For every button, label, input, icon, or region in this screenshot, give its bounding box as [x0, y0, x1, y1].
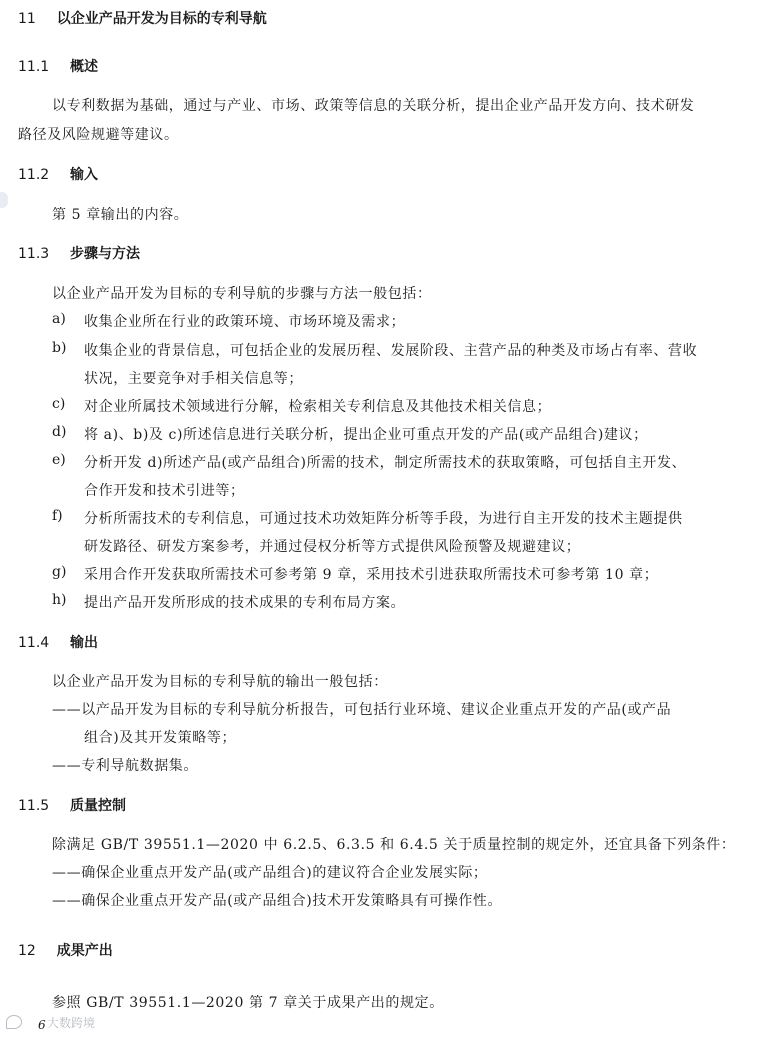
section-title: 步骤与方法 [70, 246, 141, 262]
section-11-1-heading [18, 56, 98, 76]
dash-list-item: ——以产品开发为目标的专利导航分析报告，可包括行业环境、建议企业重点开发的产品(或产品 [52, 702, 672, 718]
section-11-4-heading [18, 632, 98, 652]
list-item: 将 a)、b)及 c)所述信息进行关联分析，提出企业可重点开发的产品(或产品组合)建议； [84, 427, 648, 443]
list-item: 分析所需技术的专利信息，可通过技术功效矩阵分析等手段，为进行自主开发的技术主题提供 [84, 511, 683, 527]
paragraph-line: 路径及风险规避等建议。 [18, 127, 179, 143]
section-number: 11 [18, 11, 36, 27]
list-item: 对企业所属技术领域进行分解，检索相关专利信息及其他技术相关信息； [84, 399, 552, 415]
section-number: 11.2 [18, 167, 50, 183]
paragraph-line: 除满足 GB/T 39551.1—2020 中 6.2.5、6.3.5 和 6.4.5 关于质量控制的规定外，还宜具备下列条件： [52, 837, 736, 853]
section-number: 11.4 [18, 635, 50, 651]
paragraph-line: 以企业产品开发为目标的专利导航的输出一般包括： [52, 674, 388, 690]
list-item-continuation: 研发路径、研发方案参考，并通过侵权分析等方式提供风险预警及规避建议； [84, 539, 581, 555]
list-item: 分析开发 d)所述产品(或产品组合)所需的技术，制定所需技术的获取策略，可包括自主开发、 [84, 455, 687, 471]
section-12-heading [18, 940, 113, 960]
list-marker: f) [52, 508, 63, 524]
list-marker: b) [52, 340, 67, 356]
section-title: 以企业产品开发为目标的专利导航 [56, 11, 267, 27]
watermark-logo-icon [6, 1015, 22, 1029]
list-item: 收集企业的背景信息，可包括企业的发展历程、发展阶段、主营产品的种类及市场占有率、营收 [84, 343, 698, 359]
page-number: 6 [38, 1018, 46, 1032]
watermark-text: 大数跨境 [47, 1016, 96, 1030]
dash-list-item-continuation: 组合)及其开发策略等； [84, 730, 237, 746]
list-item-continuation: 状况，主要竞争对手相关信息等； [84, 371, 303, 387]
list-marker: d) [52, 424, 67, 440]
dash-list-item: ——确保企业重点开发产品(或产品组合)技术开发策略具有可操作性。 [52, 893, 503, 909]
section-number: 11.1 [18, 59, 50, 75]
section-11-5-heading [18, 795, 126, 815]
section-title: 输入 [70, 167, 99, 183]
section-title: 概述 [70, 59, 99, 75]
dash-list-item: ——确保企业重点开发产品(或产品组合)的建议符合企业发展实际； [52, 865, 488, 881]
list-marker: e) [52, 452, 66, 468]
list-marker: a) [52, 311, 66, 327]
paragraph-line: 以企业产品开发为目标的专利导航的步骤与方法一般包括： [52, 286, 432, 302]
list-item: 采用合作开发获取所需技术可参考第 9 章，采用技术引进获取所需技术可参考第 10 章； [84, 567, 659, 583]
watermark [6, 1014, 95, 1031]
list-marker: c) [52, 396, 66, 412]
dash-list-item: ——专利导航数据集。 [52, 758, 198, 774]
list-item-continuation: 合作开发和技术引进等； [84, 483, 245, 499]
list-item: 收集企业所在行业的政策环境、市场环境及需求； [84, 314, 406, 330]
paragraph-line: 参照 GB/T 39551.1—2020 第 7 章关于成果产出的规定。 [52, 995, 444, 1011]
section-title: 质量控制 [70, 798, 127, 814]
list-marker: g) [52, 564, 67, 580]
section-11-3-heading [18, 243, 140, 263]
section-11-2-heading [18, 164, 98, 184]
section-11-heading [18, 8, 267, 28]
section-number: 11.3 [18, 246, 50, 262]
section-number: 11.5 [18, 798, 50, 814]
paragraph-line: 以专利数据为基础，通过与产业、市场、政策等信息的关联分析，提出企业产品开发方向、技术研发 [52, 98, 695, 114]
paragraph-line: 第 5 章输出的内容。 [52, 207, 189, 223]
section-number: 12 [18, 943, 36, 959]
list-item: 提出产品开发所形成的技术成果的专利布局方案。 [84, 595, 406, 611]
page-edge-tab [0, 192, 8, 208]
list-marker: h) [52, 592, 67, 608]
section-title: 成果产出 [56, 943, 113, 959]
section-title: 输出 [70, 635, 99, 651]
